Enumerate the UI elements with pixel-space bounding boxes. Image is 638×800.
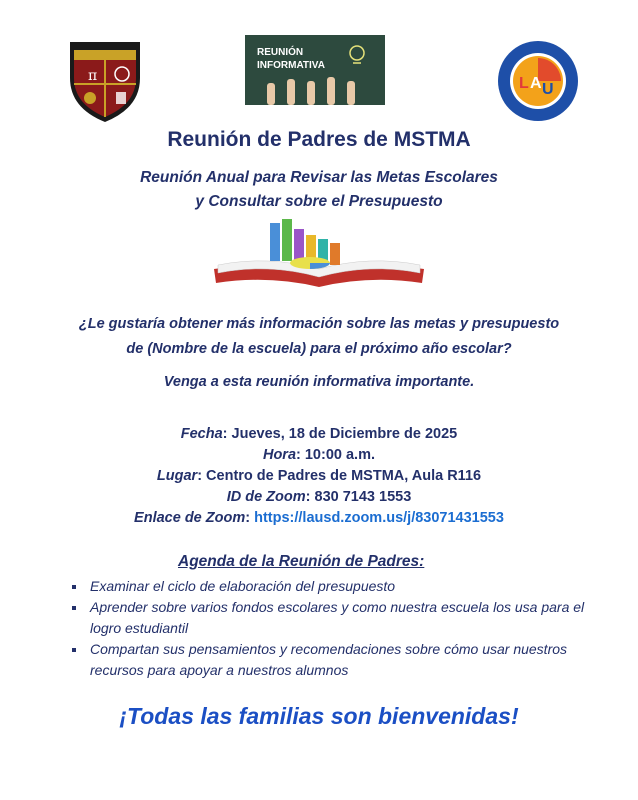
book-chart-icon [208,215,430,290]
place-row [0,466,638,487]
page-title: Reunión de Padres de MSTMA [167,128,471,151]
question-line-2: de (Nombre de la escuela) para el próximo año escolar? [126,341,512,357]
date-row [0,424,638,445]
svg-text:A: A [530,75,542,92]
svg-text:π: π [88,68,98,84]
question-text [30,312,608,362]
svg-text:INFORMATIVA: INFORMATIVA [257,60,325,71]
place-label: Lugar [156,468,198,484]
zoom-link[interactable]: https://lausd.zoom.us/j/83071431553 [254,510,504,526]
zoom-id-value: : 830 7143 1553 [305,489,412,505]
svg-text:L: L [519,75,529,92]
invite-text: Venga a esta reunión informativa importante. [163,374,475,390]
date-value: : Jueves, 18 de Diciembre de 2025 [222,426,458,442]
info-banner-icon [245,35,385,105]
subtitle [0,166,638,214]
subtitle-line-2: y Consultar sobre el Presupuesto [195,193,443,210]
agenda-item: Aprender sobre varios fondos escolares y como nuestra escuela los usa para el logro estudiantil [70,597,590,639]
header-logos [0,0,638,125]
agenda-list [70,576,590,681]
subtitle-line-1: Reunión Anual para Revisar las Metas Escolares [140,169,498,186]
date-label: Fecha [180,426,223,442]
svg-text:REUNIÓN: REUNIÓN [257,47,304,58]
agenda-title: Agenda de la Reunión de Padres: [178,553,425,570]
time-value: : 10:00 a.m. [296,447,376,463]
time-label: Hora [262,447,297,463]
agenda-item: Examinar el ciclo de elaboración del presupuesto [70,576,590,597]
school-crest-icon [66,38,144,124]
place-value: : Centro de Padres de MSTMA, Aula R116 [197,468,482,484]
zoom-link-row: Enlace de Zoom: https://lausd.zoom.us/j/83071431553 [134,510,504,526]
svg-text:U: U [542,81,554,98]
time-row [0,445,638,466]
lausd-seal-icon [497,40,579,122]
zoom-link-label: Enlace de Zoom [134,510,246,526]
welcome-text: ¡Todas las familias son bienvenidas! [119,703,519,729]
agenda-item: Compartan sus pensamientos y recomendaciones sobre cómo usar nuestros recursos para apoyar a nuestros alumnos [70,639,590,681]
question-line-1: ¿Le gustaría obtener más información sobre las metas y presupuesto [78,316,560,332]
meeting-details [0,424,638,529]
zoom-id-row [0,487,638,508]
zoom-id-label: ID de Zoom [226,489,306,505]
